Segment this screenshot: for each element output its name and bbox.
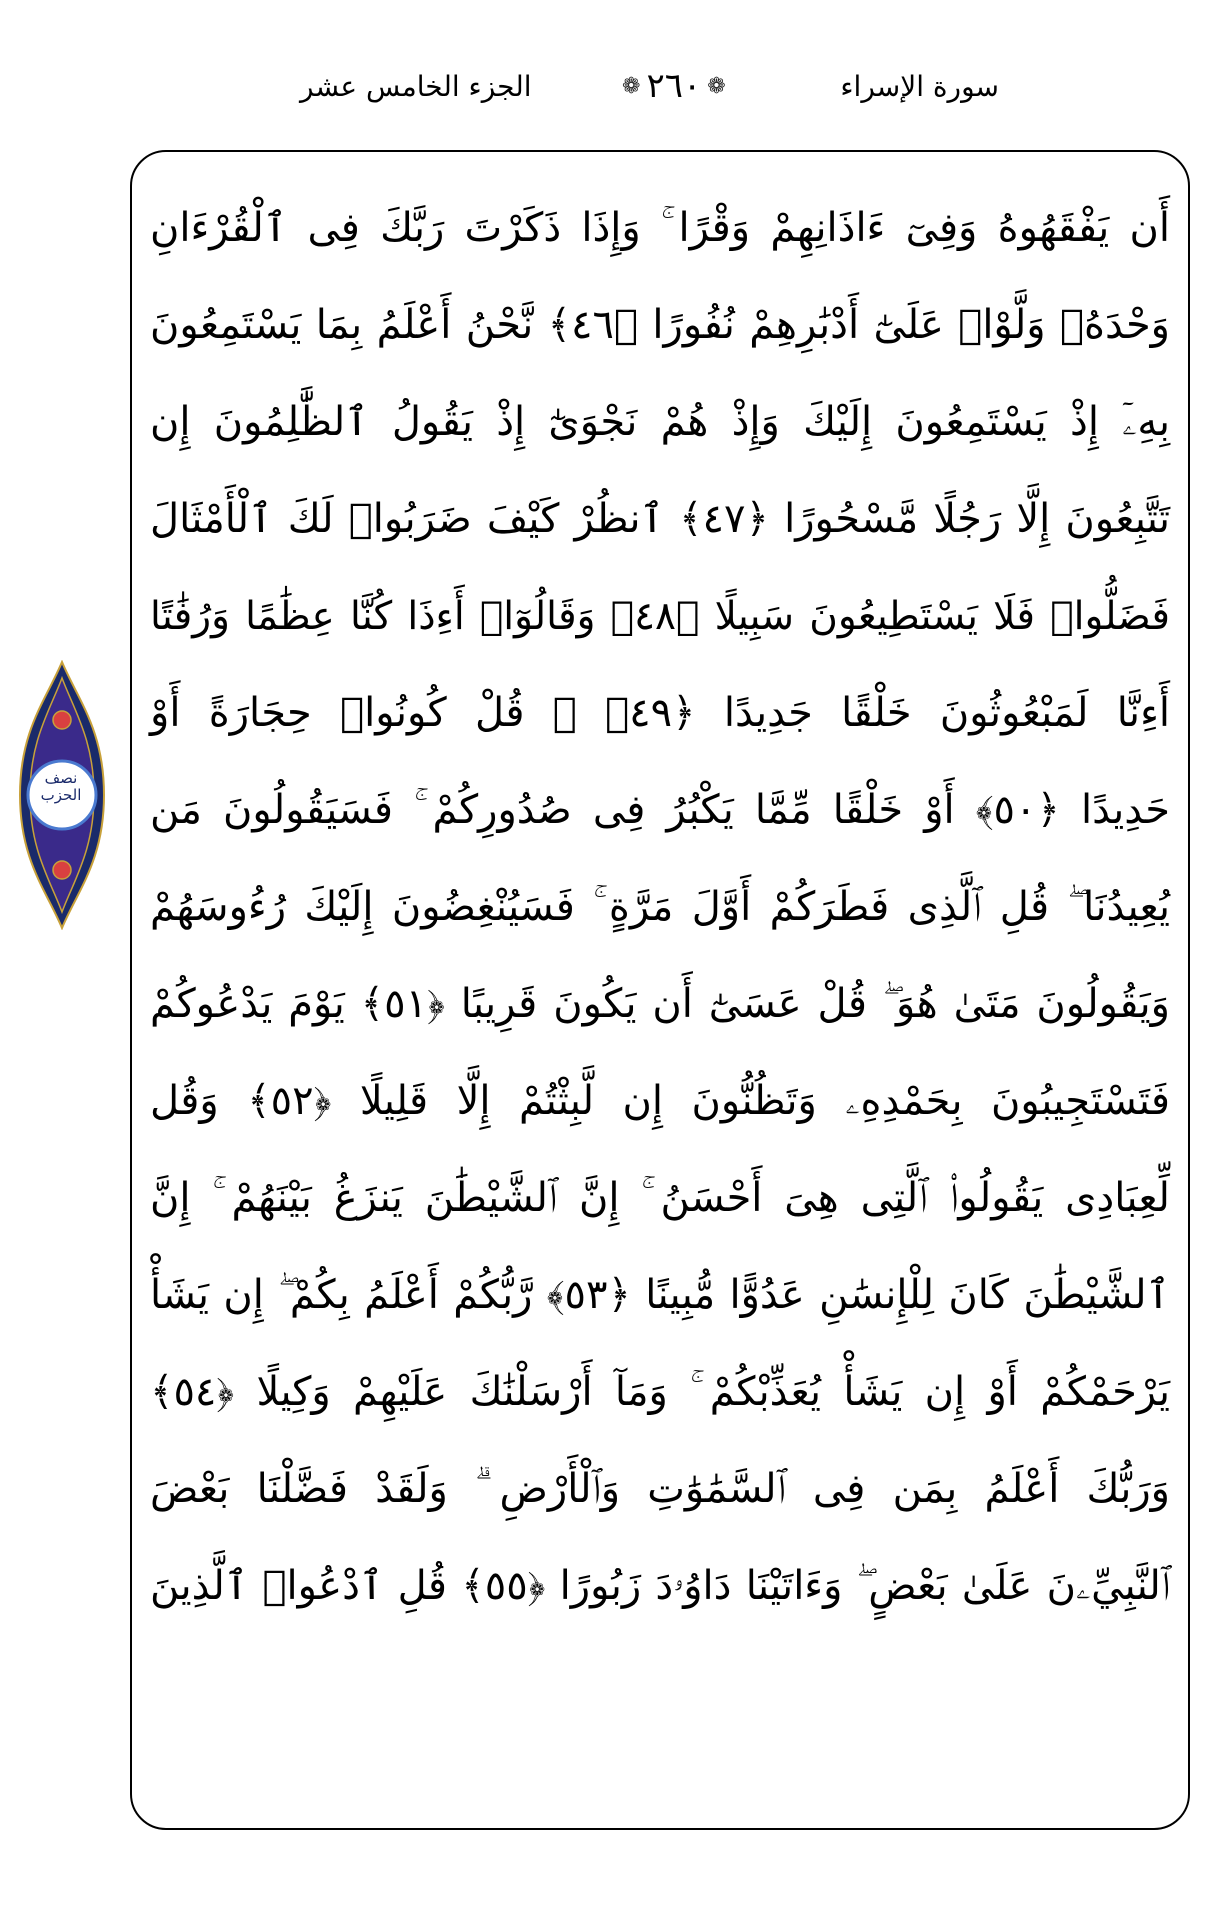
ornament-right-icon: ❁ [707, 73, 726, 99]
verse-line: يُعِيدُنَا ۖ قُلِ ٱلَّذِى فَطَرَكُمْ أَوَّلَ مَرَّةٍ ۚ فَسَيُنْغِضُونَ إِلَيْكَ رُءُوسَهُمْ [150, 884, 1170, 930]
surah-label: سورة الإسراء [840, 70, 999, 103]
verse-block [150, 180, 1170, 1635]
hizb-label: نصف الحزب [40, 769, 82, 804]
verse-line: فَضَلُّوا۟ فَلَا يَسْتَطِيعُونَ سَبِيلًا ﴿٤٨﴾ وَقَالُوٓا۟ أَءِذَا كُنَّا عِظَٰمًا وَرُفَٰتًا [150, 594, 1170, 639]
juz-label: الجزء الخامس عشر [300, 70, 532, 103]
page-number [622, 66, 726, 106]
verse-line: وَيَقُولُونَ مَتَىٰ هُوَ ۖ قُلْ عَسَىٰٓ أَن يَكُونَ قَرِيبًا ﴿٥١﴾ يَوْمَ يَدْعُوكُمْ [150, 981, 1170, 1027]
verse-line: ٱلشَّيْطَٰنَ كَانَ لِلْإِنسَٰنِ عَدُوًّا مُّبِينًا ﴿٥٣﴾ رَّبُّكُمْ أَعْلَمُ بِكُمْ ۖ إِن يَشَأْ [150, 1272, 1170, 1318]
page-header [0, 60, 1214, 120]
verse-line: أَن يَفْقَهُوهُ وَفِىٓ ءَاذَانِهِمْ وَقْرًا ۚ وَإِذَا ذَكَرْتَ رَبَّكَ فِى ٱلْقُرْءَانِ [150, 205, 1170, 251]
verse-line: أَءِنَّا لَمَبْعُوثُونَ خَلْقًا جَدِيدًا ﴿٤٩﴾ ۞ قُلْ كُونُوا۟ حِجَارَةً أَوْ [150, 690, 1170, 736]
verse-line: لِّعِبَادِى يَقُولُوا۟ ٱلَّتِى هِىَ أَحْسَنُ ۚ إِنَّ ٱلشَّيْطَٰنَ يَنزَغُ بَيْنَهُمْ ۚ إِنَّ [150, 1175, 1170, 1221]
verse-line: ٱلنَّبِيِّۦنَ عَلَىٰ بَعْضٍ ۖ وَءَاتَيْنَا دَاوُۥدَ زَبُورًا ﴿٥٥﴾ قُلِ ٱدْعُوا۟ ٱلَّذِينَ [150, 1563, 1170, 1609]
verse-line: فَتَسْتَجِيبُونَ بِحَمْدِهِۦ وَتَظُنُّونَ إِن لَّبِثْتُمْ إِلَّا قَلِيلًا ﴿٥٢﴾ وَقُل [150, 1078, 1170, 1124]
page-number-text: ٢٦٠ [646, 66, 702, 106]
verse-line: وَحْدَهُۥ وَلَّوْا۟ عَلَىٰٓ أَدْبَٰرِهِمْ نُفُورًا ﴿٤٦﴾ نَّحْنُ أَعْلَمُ بِمَا يَسْتَمِعُونَ [150, 302, 1170, 348]
verse-line: تَتَّبِعُونَ إِلَّا رَجُلًا مَّسْحُورًا ﴿٤٧﴾ ٱنظُرْ كَيْفَ ضَرَبُوا۟ لَكَ ٱلْأَمْثَالَ [150, 496, 1171, 542]
ornament-left-icon: ❁ [622, 73, 641, 99]
verse-line: وَرَبُّكَ أَعْلَمُ بِمَن فِى ٱلسَّمَٰوَٰتِ وَٱلْأَرْضِ ۗ وَلَقَدْ فَضَّلْنَا بَعْضَ [150, 1466, 1170, 1512]
verse-line: يَرْحَمْكُمْ أَوْ إِن يَشَأْ يُعَذِّبْكُمْ ۚ وَمَآ أَرْسَلْنَٰكَ عَلَيْهِمْ وَكِيلًا ﴿٥٤﴾ [150, 1369, 1170, 1415]
verse-line: بِهِۦٓ إِذْ يَسْتَمِعُونَ إِلَيْكَ وَإِذْ هُمْ نَجْوَىٰٓ إِذْ يَقُولُ ٱلظَّٰلِمُونَ إِن [150, 399, 1170, 445]
verse-line: حَدِيدًا ﴿٥٠﴾ أَوْ خَلْقًا مِّمَّا يَكْبُرُ فِى صُدُورِكُمْ ۚ فَسَيَقُولُونَ مَن [150, 787, 1170, 833]
